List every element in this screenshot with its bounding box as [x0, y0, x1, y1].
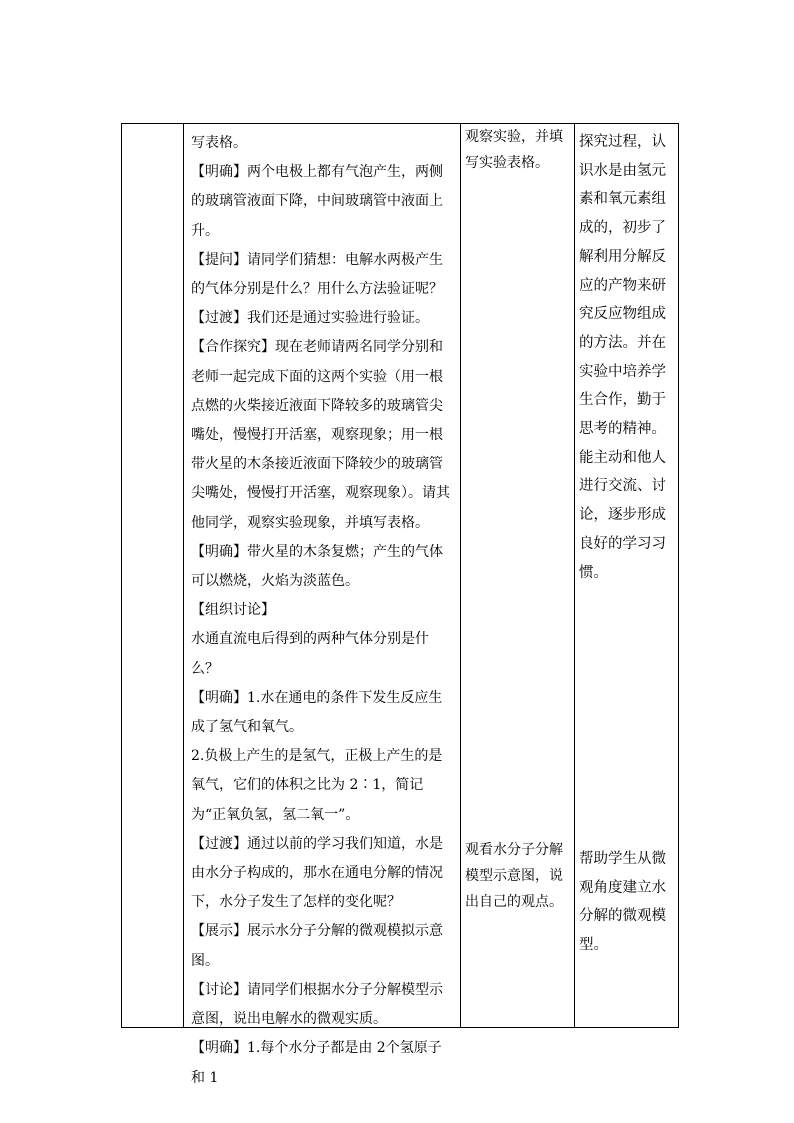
paragraph: 【明确】两个电极上都有气泡产生，两侧的玻璃管液面下降，中间玻璃管中液面上升。	[191, 164, 443, 239]
paragraph: 【组织讨论】	[191, 602, 275, 619]
student-activity-block-2	[465, 837, 571, 915]
paragraph: 【明确】1.水在通电的条件下发生反应生成了氢气和氧气。	[191, 689, 443, 736]
design-intent-block-1	[579, 128, 675, 587]
paragraph: 【讨论】请同学们根据水分子分解模型示意图，说出电解水的微观实质。	[191, 981, 443, 1028]
teacher-activity-text	[184, 124, 460, 1093]
paragraph: 探究过程，认识水是由氢元素和氧元素组成的，初步了解利用分解反应的产物来研究反应物组成的方法。并在实验中培养学生合作，勤于思考的精神。能主动和他人进行交流、讨论，逐步形成良好的学习习惯。	[579, 134, 666, 581]
lesson-plan-table	[121, 123, 679, 1086]
paragraph: 【明确】带火星的木条复燃；产生的气体可以燃烧，火焰为淡蓝色。	[191, 543, 443, 590]
paragraph: 【合作探究】现在老师请两名同学分别和老师一起完成下面的这两个实验（用一根点燃的火柴接近液面下降较多的玻璃管尖嘴处，慢慢打开活塞，观察现象；用一根带火星的木条接近液面下降较少的玻璃管尖嘴处，慢慢打开活塞，观察现象）。请其他同学，观察实验现象，并填写表格。	[191, 339, 450, 531]
table-row	[122, 124, 679, 1028]
student-activity-cell	[461, 124, 575, 1028]
student-activity-block-1	[465, 124, 571, 176]
paragraph: 【明确】1.每个水分子都是由 2个氢原子和 1	[191, 1040, 442, 1086]
paragraph: 2.负极上产生的是氢气，正极上产生的是氧气，它们的体积之比为 2∶1，简记为“正氧负氢，氢二氧一”。	[191, 748, 443, 823]
stage-cell	[122, 124, 184, 1028]
paragraph: 观察实验，并填写实验表格。	[465, 129, 563, 171]
design-intent-block-2	[579, 845, 675, 960]
paragraph: 【过渡】通过以前的学习我们知道，水是由水分子构成的，那水在通电分解的情况下，水分子发生了怎样的变化呢？	[191, 835, 443, 911]
teacher-activity-cell	[184, 124, 461, 1086]
paragraph: 【过渡】我们还是通过实验进行验证。	[191, 310, 429, 327]
paragraph: 【展示】展示水分子分解的微观模拟示意图。	[191, 923, 443, 969]
paragraph: 写表格。	[191, 135, 247, 151]
paragraph: 【提问】请同学们猜想：电解水两极产生的气体分别是什么？用什么方法验证呢？	[191, 251, 443, 298]
paragraph: 水通直流电后得到的两种气体分别是什么？	[191, 631, 429, 677]
paragraph: 帮助学生从微观角度建立水分解的微观模型。	[579, 851, 666, 954]
design-intent-cell	[575, 124, 679, 1028]
paragraph: 观看水分子分解模型示意图，说出自己的观点。	[465, 842, 563, 910]
